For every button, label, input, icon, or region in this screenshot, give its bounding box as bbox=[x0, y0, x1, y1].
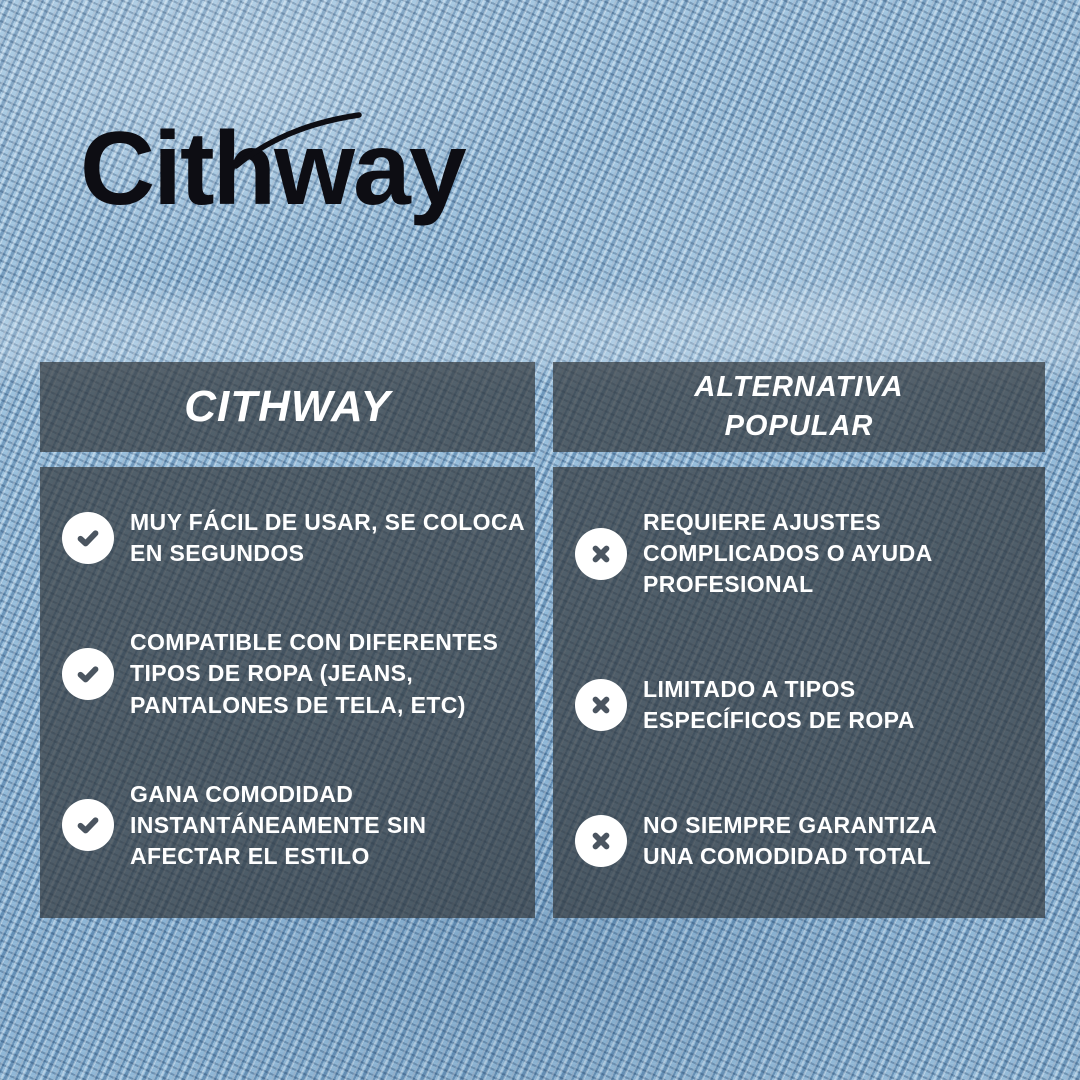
check-icon bbox=[62, 648, 114, 700]
drawback-item bbox=[553, 674, 1045, 736]
alternative-drawbacks-panel bbox=[553, 467, 1045, 918]
cross-icon bbox=[575, 528, 627, 580]
cross-icon bbox=[575, 815, 627, 867]
brand-logo bbox=[80, 112, 520, 262]
drawback-item bbox=[553, 507, 1045, 600]
benefit-text: COMPATIBLE CON DIFERENTES TIPOS DE ROPA (JEANS, PANTALONES DE TELA, ETC) bbox=[130, 629, 499, 718]
brand-logo-text: Cithway bbox=[80, 111, 465, 227]
cross-icon bbox=[575, 679, 627, 731]
drawback-text: NO SIEMPRE GARANTIZA UNA COMODIDAD TOTAL bbox=[643, 811, 937, 869]
brand-logo-swoosh-icon bbox=[232, 110, 364, 176]
drawback-item bbox=[553, 810, 1045, 872]
benefit-text: MUY FÁCIL DE USAR, SE COLOCA EN SEGUNDOS bbox=[130, 509, 525, 567]
check-icon bbox=[62, 512, 114, 564]
column-header-alternative bbox=[553, 362, 1045, 452]
column-header-alternative-label: ALTERNATIVA POPULAR bbox=[694, 370, 904, 442]
cithway-benefits-panel bbox=[40, 467, 535, 918]
column-header-cithway bbox=[40, 362, 535, 452]
benefit-text: GANA COMODIDAD INSTANTÁNEAMENTE SIN AFECTAR EL ESTILO bbox=[130, 780, 427, 869]
drawback-text: LIMITADO A TIPOS ESPECÍFICOS DE ROPA bbox=[643, 675, 915, 734]
benefit-item bbox=[40, 507, 535, 569]
column-header-cithway-label: CITHWAY bbox=[184, 382, 391, 431]
drawback-text: REQUIERE AJUSTES COMPLICADOS O AYUDA PROFESIONAL bbox=[643, 509, 932, 598]
benefit-item bbox=[40, 627, 535, 720]
benefit-item bbox=[40, 779, 535, 872]
check-icon bbox=[62, 799, 114, 851]
